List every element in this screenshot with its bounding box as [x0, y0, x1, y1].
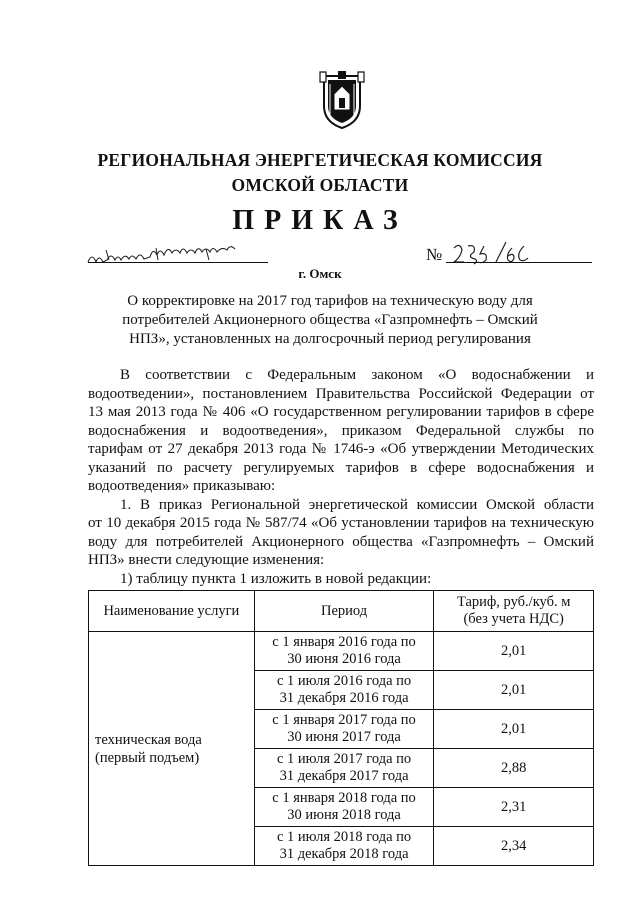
service-name-cell [89, 632, 255, 866]
preamble-line: водоотведении», постановлением Правительства Российской Федерации от [88, 385, 594, 402]
tariff-value-cell: 2,31 [434, 788, 594, 827]
period-line2: 30 июня 2016 года [287, 651, 401, 667]
tariff-value-cell: 2,01 [434, 710, 594, 749]
organization-name-line1: РЕГИОНАЛЬНАЯ ЭНЕРГЕТИЧЕСКАЯ КОМИССИЯ [97, 150, 543, 170]
preamble-line: тарифам от 27 декабря 2013 года № 1746-э «Об утверждении Методических [88, 441, 594, 457]
preamble-line: указаний по расчету регулируемых тарифов в сфере водоснабжения и [88, 459, 594, 476]
organization-name-line2: ОМСКОЙ ОБЛАСТИ [231, 175, 409, 195]
period-line1: с 1 июля 2017 года по [276, 751, 412, 767]
header-service: Наименование услуги [89, 591, 255, 632]
number-label: № [426, 245, 443, 264]
item1-line: 1. В приказ Региональной энергетической комиссии Омской области [120, 496, 594, 513]
subject-line: потребителей Акционерного общества «Газпромнефть – Омский [122, 312, 538, 328]
subject-line: О корректировке на 2017 год тарифов на техническую воду для [127, 293, 533, 309]
subject-line: НПЗ», установленных на долгосрочный период регулирования [129, 331, 531, 347]
tariff-table [88, 590, 594, 866]
city-label: г. Омск [298, 266, 342, 281]
tariff-value-cell: 2,88 [434, 749, 594, 788]
preamble-line: водоснабжения и водоотведения», приказом Федеральной службы по [88, 422, 594, 439]
period-cell [254, 749, 434, 788]
period-line2: 31 декабря 2017 года [279, 768, 409, 784]
period-line1: с 1 января 2017 года по [272, 712, 416, 728]
period-cell [254, 788, 434, 827]
item1-line: воду для потребителей Акционерного общества «Газпромнефть – Омский [88, 533, 594, 550]
item1-line: НПЗ» внести следующие изменения: [88, 552, 325, 568]
preamble-line: водоотведения» приказываю: [88, 478, 276, 494]
item1-line: от 10 декабря 2015 года № 587/74 «Об установлении тарифов на техническую [88, 515, 594, 531]
period-line2: 30 июня 2018 года [287, 807, 401, 823]
document-type-title: ПРИКАЗ [232, 205, 408, 236]
service-name-line2: (первый подъем) [95, 749, 200, 766]
period-line1: с 1 июля 2016 года по [276, 673, 412, 689]
order-body [88, 366, 594, 588]
table-header-row [89, 591, 594, 632]
period-line1: с 1 января 2016 года по [272, 634, 416, 650]
order-subject [110, 292, 550, 349]
preamble-line: 13 мая 2013 года № 406 «О государственном регулировании тарифов в сфере [88, 404, 594, 420]
handwritten-date-signature [86, 242, 276, 268]
service-name-line1: техническая вода [95, 731, 202, 748]
date-underline [88, 262, 268, 263]
subitem1-line: 1) таблицу пункта 1 изложить в новой редакции: [120, 570, 432, 587]
coat-of-arms-icon [318, 68, 366, 130]
tariff-value-cell: 2,01 [434, 671, 594, 710]
table-row [89, 632, 594, 671]
header-period: Период [254, 591, 434, 632]
header-tariff-line2: (без учета НДС) [463, 611, 564, 627]
number-underline [446, 262, 592, 263]
header-tariff [434, 591, 594, 632]
period-cell [254, 710, 434, 749]
period-line2: 31 декабря 2018 года [279, 846, 409, 862]
period-line2: 31 декабря 2016 года [279, 690, 409, 706]
tariff-value-cell: 2,34 [434, 827, 594, 866]
period-line1: с 1 января 2018 года по [272, 790, 416, 806]
header-tariff-line1: Тариф, руб./куб. м [456, 594, 571, 610]
period-line2: 30 июня 2017 года [287, 729, 401, 745]
period-cell [254, 632, 434, 671]
period-line1: с 1 июля 2018 года по [276, 829, 412, 845]
period-cell [254, 671, 434, 710]
tariff-value-cell: 2,01 [434, 632, 594, 671]
period-cell [254, 827, 434, 866]
preamble-line: В соответствии с Федеральным законом «О водоснабжении и [120, 367, 594, 383]
